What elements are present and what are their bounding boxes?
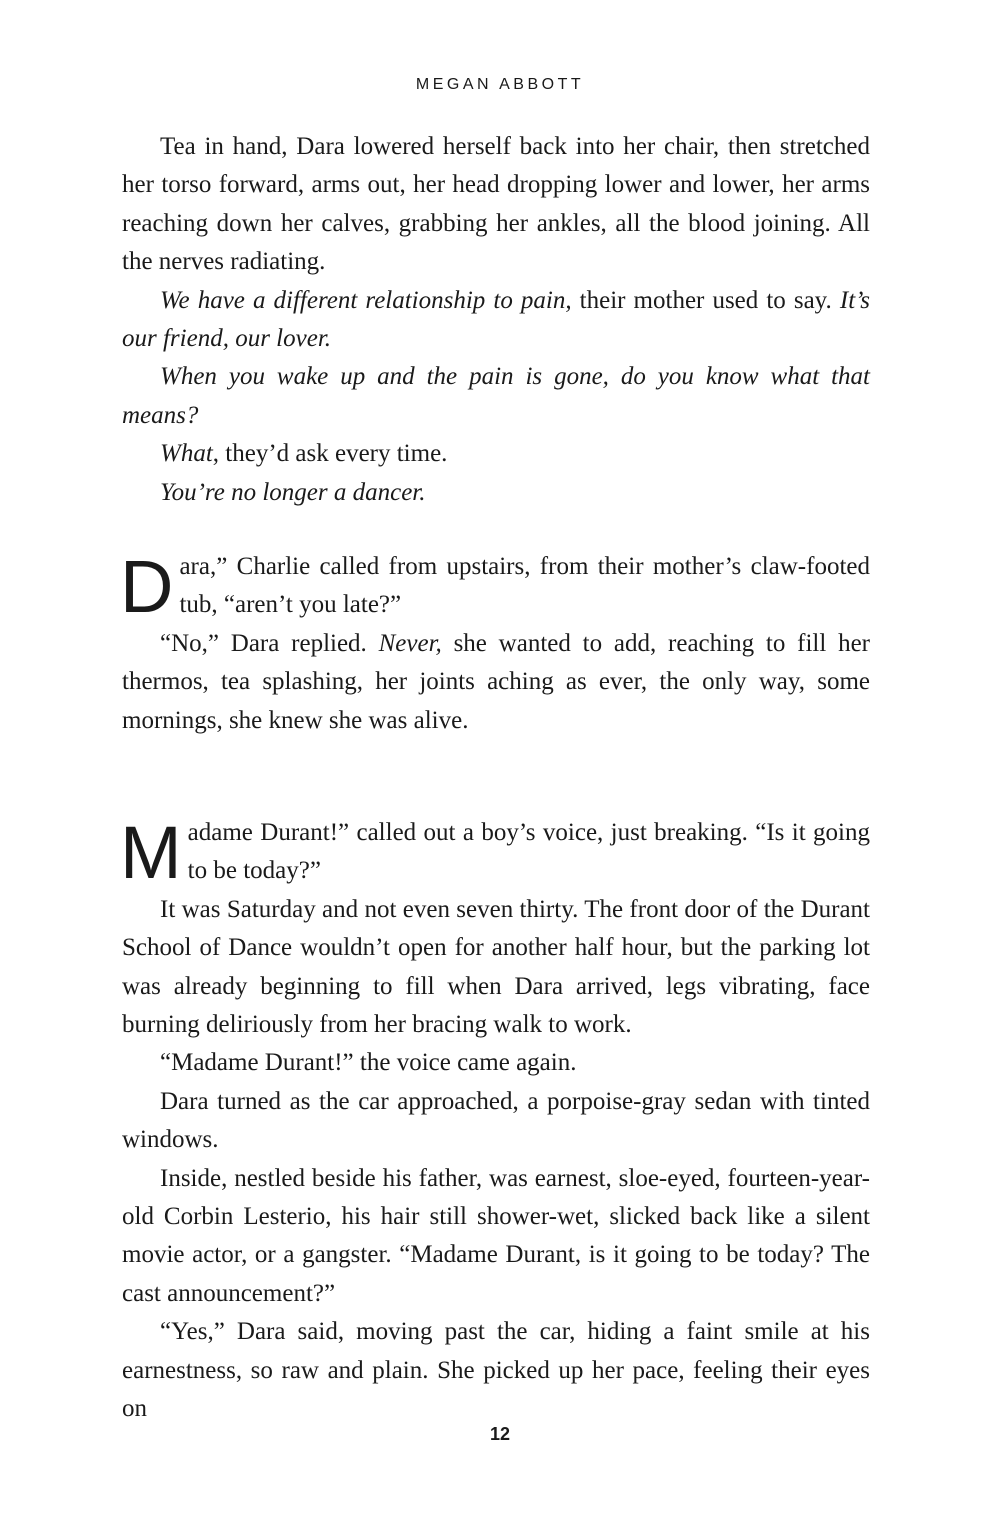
section-1	[122, 128, 870, 512]
paragraph	[122, 1160, 870, 1314]
italic-text: What	[160, 440, 213, 468]
paragraph	[122, 474, 870, 512]
paragraph-text: , they’d ask every time.	[212, 440, 448, 468]
paragraph-text: Tea in hand, Dara lowered herself back into her chair, then stretched her torso forward, arms out, her head dropping lower and lower, her arms reaching down her calves, grabbing her ankles, all the blood joining. All the nerves radiating.	[122, 133, 870, 276]
paragraph-text: “Yes,” Dara said, moving past the car, hiding a faint smile at his earnestness, so raw and plain. She picked up her pace, feeling their eyes on	[122, 1318, 870, 1423]
section-3	[120, 811, 870, 1429]
paragraph	[122, 358, 870, 435]
paragraph	[122, 1313, 870, 1428]
paragraph	[122, 282, 870, 359]
paragraph-text: ara,” Charlie called from upstairs, from their mother’s claw-footed tub, “aren’t you late?”	[179, 553, 870, 619]
running-head: MEGAN ABBOTT	[415, 76, 585, 93]
paragraph	[122, 891, 870, 1045]
paragraph-text: “Madame Durant!” the voice came again.	[160, 1049, 577, 1077]
paragraph	[122, 625, 870, 740]
paragraph	[120, 811, 870, 894]
paragraph	[120, 545, 870, 628]
paragraph-text: “No,” Dara replied.	[160, 629, 379, 657]
paragraph-text: adame Durant!” called out a boy’s voice, just breaking. “Is it going to be today?”	[187, 819, 870, 885]
italic-text: You’re no longer a dancer.	[160, 478, 426, 506]
paragraph-text: Dara turned as the car approached, a porpoise-gray sedan with tinted windows.	[122, 1087, 870, 1154]
italic-text: It’s our friend, our lover.	[122, 286, 870, 353]
section-2	[120, 545, 870, 740]
italic-text: We have a different relationship to pain,	[160, 286, 572, 314]
paragraph-text: It was Saturday and not even seven thirty. The front door of the Durant School of Dance wouldn’t open for another half hour, but the parking lot was already beginning to fill when Dara arrived, legs vibrating, face burning deliriously from her bracing walk to work.	[122, 895, 870, 1039]
paragraph	[122, 435, 870, 473]
paragraph	[122, 128, 870, 282]
paragraph-text: Inside, nestled beside his father, was earnest, sloe-eyed, fourteen-year-old Corbin Lesterio, his hair still shower-wet, slicked back like a silent movie actor, or a gangster. “Madame Durant, is it going to be today? The cast announcement?”	[122, 1164, 870, 1307]
paragraph	[122, 1044, 870, 1082]
paragraph-text: their mother used to say.	[571, 286, 840, 314]
drop-cap: M	[120, 811, 182, 894]
paragraph-text: she wanted to add, reaching to fill her thermos, tea splashing, her joints aching as ever, the only way, some mornings, she knew she was alive.	[122, 629, 870, 734]
italic-text: When you wake up and the pain is gone, do you know what that means?	[122, 363, 870, 429]
italic-text: Never,	[378, 629, 442, 657]
paragraph	[122, 1083, 870, 1160]
page-number: 12	[489, 1424, 511, 1444]
drop-cap: D	[120, 545, 174, 628]
